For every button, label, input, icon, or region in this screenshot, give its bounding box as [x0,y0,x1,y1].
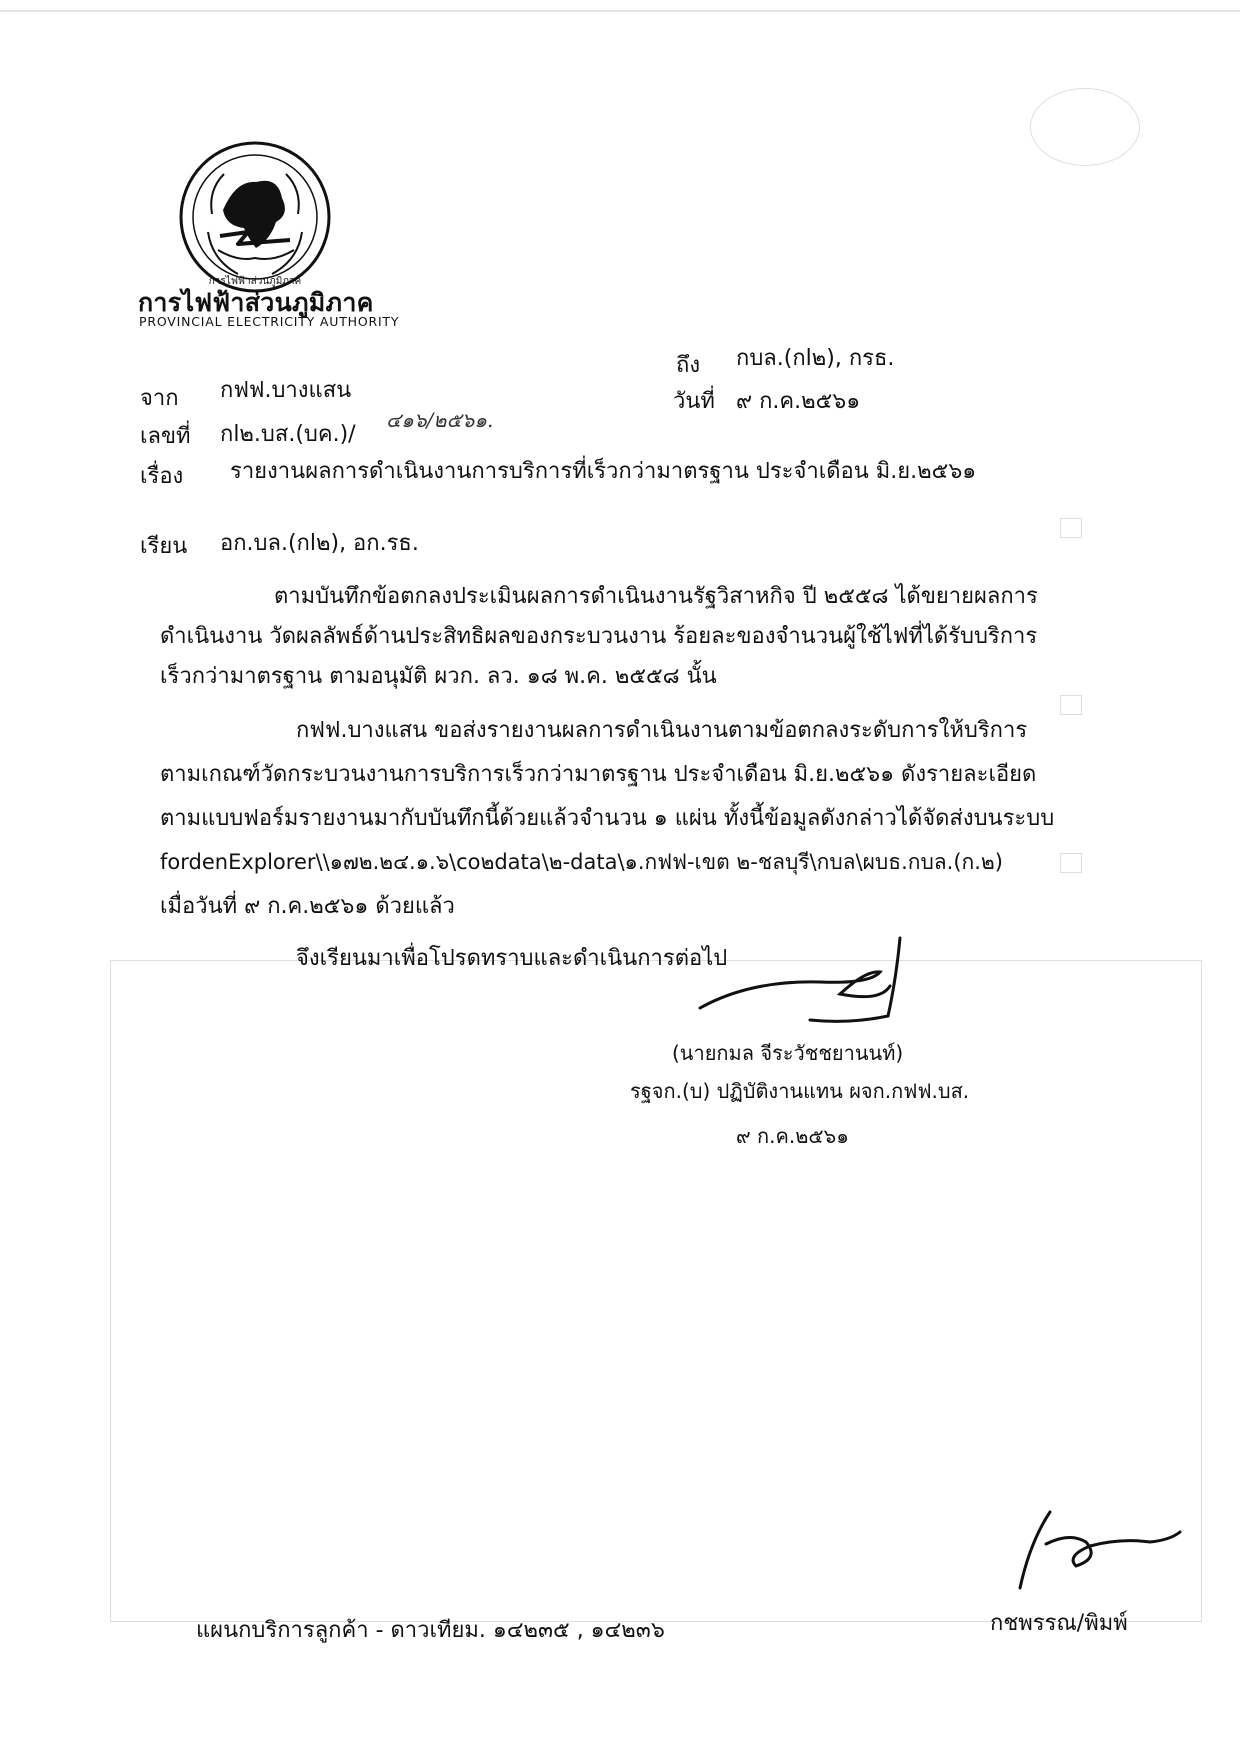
number-handwritten: ๔๑๖/๒๕๖๑. [386,408,494,432]
signature-name: (นายกมล จีระวัชชยานนท์) [672,1041,904,1065]
to-label: ถึง [676,353,701,378]
paragraph-2-line-3: ตามแบบฟอร์มรายงานมากับบันทึกนี้ด้วยแล้วจำนวน ๑ แผ่น ทั้งนี้ข้อมูลดังกล่าวได้จัดส่งบนระบบ [160,806,1055,831]
paragraph-2-line-1: กฟฟ.บางแสน ขอส่งรายงานผลการดำเนินงานตามข้อตกลงระดับการให้บริการ [296,718,1028,743]
scan-artifact-line [0,10,1240,12]
ghost-checkbox [1060,518,1082,538]
footer-typist: กชพรรณ/พิมพ์ [990,1611,1128,1636]
pea-logo-seal [178,140,332,294]
paragraph-2-line-2: ตามเกณฑ์วัดกระบวนงานการบริการเร็วกว่ามาตรฐาน ประจำเดือน มิ.ย.๒๕๖๑ ดังรายละเอียด [160,762,1037,787]
subject-value: รายงานผลการดำเนินงานการบริการที่เร็วกว่ามาตรฐาน ประจำเดือน มิ.ย.๒๕๖๑ [230,459,977,484]
paragraph-1-line-2: ดำเนินงาน วัดผลลัพธ์ด้านประสิทธิผลของกระบวนงาน ร้อยละของจำนวนผู้ใช้ไฟที่ได้รับบริการ [160,624,1038,649]
attention-label: เรียน [140,534,188,559]
organization-name-th: การไฟฟ้าส่วนภูมิภาค [138,288,374,317]
ghost-checkbox [1060,695,1082,715]
organization-name-en: PROVINCIAL ELECTRICITY AUTHORITY [139,314,400,329]
subject-label: เรื่อง [140,464,184,489]
seal-text: การไฟฟ้าส่วนภูมิภาค [208,276,302,287]
from-label: จาก [140,386,179,411]
from-value: กฟฟ.บางแสน [220,378,352,403]
footer-department: แผนกบริการลูกค้า - ดาวเทียม. ๑๔๒๓๕ , ๑๔๒๓๖ [196,1618,665,1643]
paragraph-2-line-5: เมื่อวันที่ ๙ ก.ค.๒๕๖๑ ด้วยแล้ว [160,894,455,919]
to-value: กบล.(กl๒), กรธ. [736,346,895,371]
signature-date: ๙ ก.ค.๒๕๖๑ [736,1124,849,1148]
ghost-seal [1030,88,1140,166]
paragraph-2-line-4: fordenExplorer\\๑๗๒.๒๔.๑.๖\co๒data\๒-data\๑.กฟฟ-เขต ๒-ชลบุรี\กบล\ผบธ.กบล.(ก.๒) [160,850,1003,874]
attention-value: อก.บล.(กl๒), อก.รธ. [220,531,419,556]
paragraph-1-line-3: เร็วกว่ามาตรฐาน ตามอนุมัติ ผวก. ลว. ๑๘ พ.ค. ๒๕๕๘ นั้น [160,664,717,689]
signature-position: รฐจก.(บ) ปฏิบัติงานแทน ผจก.กฟฟ.บส. [630,1079,970,1103]
ghost-checkbox [1060,853,1082,873]
number-label: เลขที่ [140,424,191,449]
closing-text: จึงเรียนมาเพื่อโปรดทราบและดำเนินการต่อไป [296,946,728,971]
paragraph-1-line-1: ตามบันทึกข้อตกลงประเมินผลการดำเนินงานรัฐวิสาหกิจ ปี ๒๕๕๘ ได้ขยายผลการ [274,584,1038,609]
date-label: วันที่ [673,389,715,414]
number-value: กl๒.บส.(บค.)/ [220,422,356,447]
initial-scribble [1000,1502,1200,1592]
date-value: ๙ ก.ค.๒๕๖๑ [736,389,861,414]
signature-scribble [690,920,950,1040]
